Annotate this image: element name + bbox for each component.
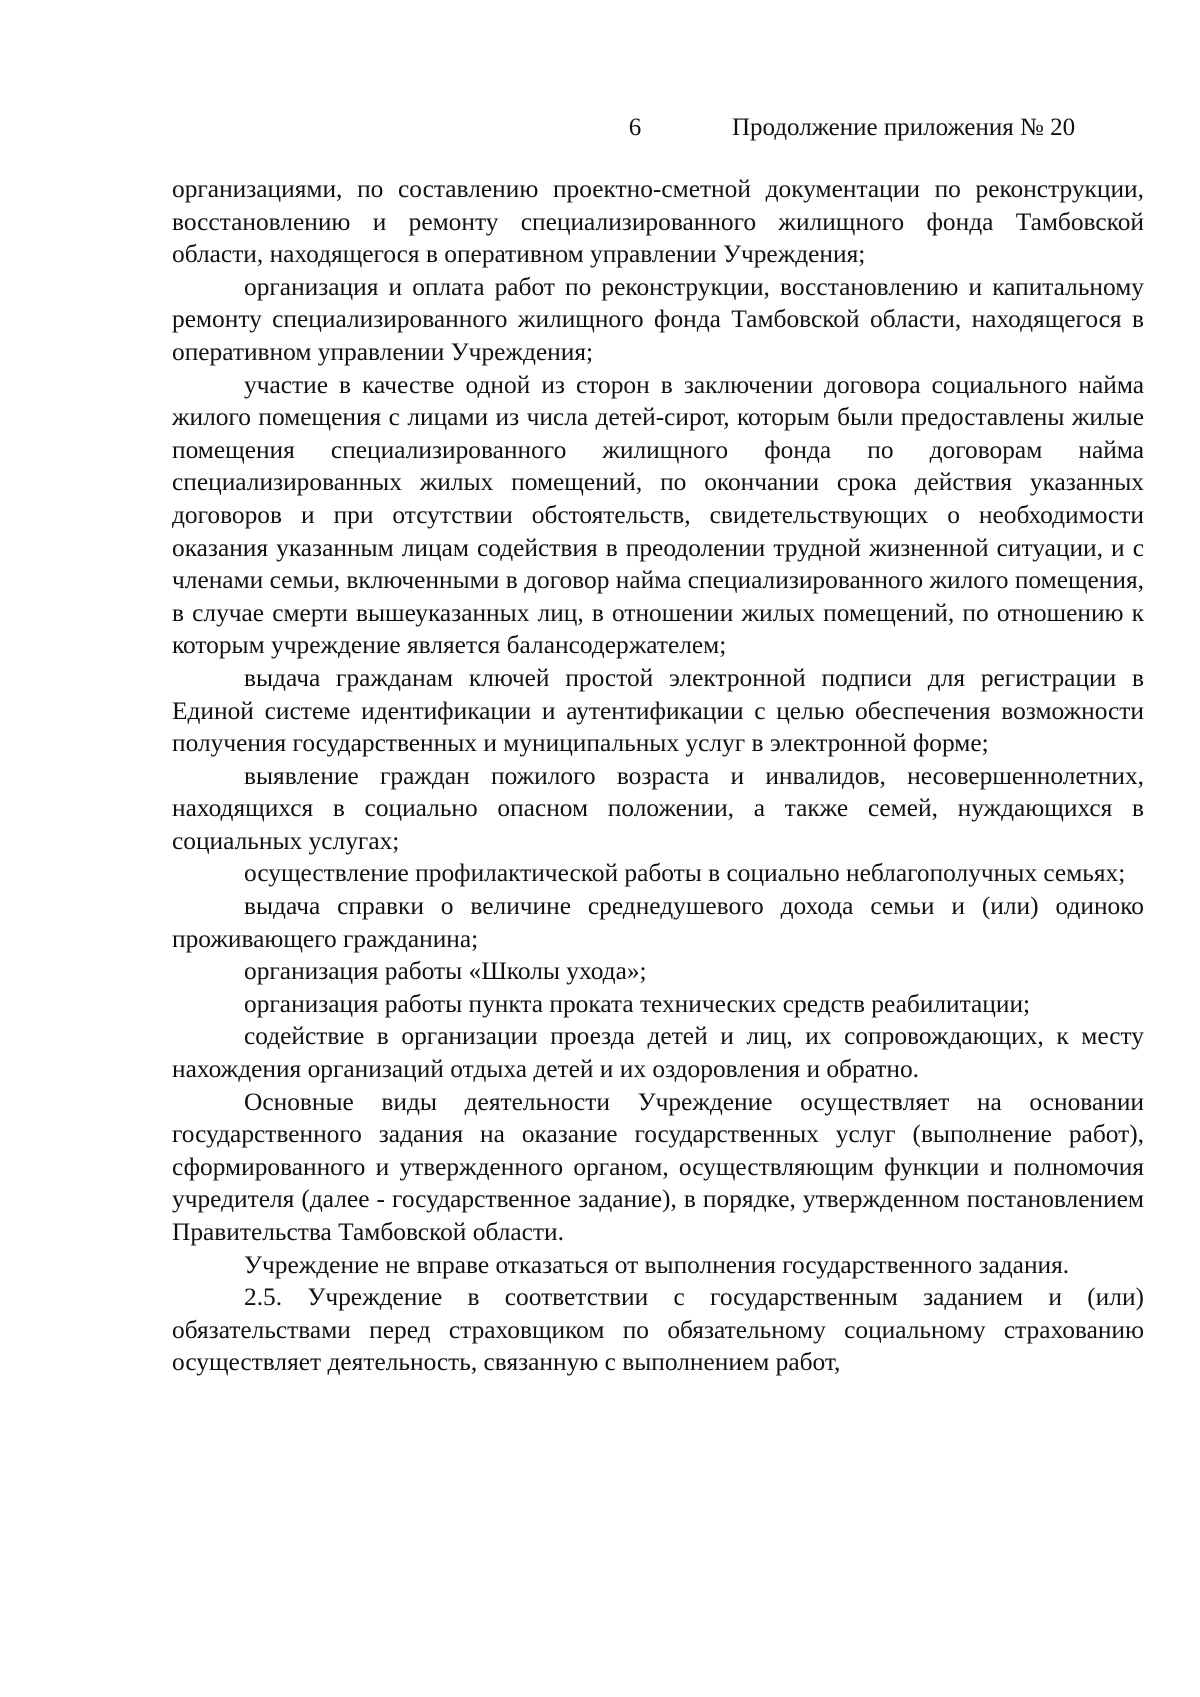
paragraph-no-refusal: Учреждение не вправе отказаться от выполнения государственного задания. xyxy=(244,1250,1070,1279)
paragraph-electronic-signature: выдача гражданам ключей простой электронной подписи для регистрации в Единой системе идентификации и аутентификации с целью обеспечения возможности получения государственных и муниципальных услуг в электронной форме; xyxy=(172,663,1144,758)
paragraph-state-assignment: Основные виды деятельности Учреждение осуществляет на основании государственного задания на оказание государственных услуг (выполнение работ), сформированного и утвержденного органом, осуществляющим функции и полномочия учредителя (далее - государственное задание), в порядке, утвержденном постановлением Правительства Тамбовской области. xyxy=(172,1087,1144,1246)
paragraph-identification-citizens: выявление граждан пожилого возраста и инвалидов, несовершеннолетних, находящихся в социально опасном положении, а также семей, нуждающихся в социальных услугах; xyxy=(172,761,1144,855)
page-number: 6 xyxy=(628,114,642,141)
paragraph-income-certificate: выдача справки о величине среднедушевого дохода семьи и (или) одиноко проживающего гражданина; xyxy=(172,892,1144,953)
paragraph-reconstruction-works: организация и оплата работ по реконструкции, восстановлению и капитальному ремонту специализированного жилищного фонда Тамбовской области, находящегося в оперативном управлении Учреждения; xyxy=(172,272,1144,366)
paragraph-preventive-work: осуществление профилактической работы в социально неблагополучных семьях; xyxy=(244,859,1126,888)
document-body xyxy=(172,173,1144,1379)
paragraph-children-travel: содействие в организации проезда детей и лиц, их сопровождающих, к месту нахождения организаций отдыха детей и их оздоровления и обратно. xyxy=(172,1022,1144,1084)
paragraph-social-tenancy: участие в качестве одной из сторон в заключении договора социального найма жилого помещения с лицами из числа детей-сирот, которым были предоставлены жилые помещения специализированного жилищного фонда по договорам найма специализированных жилых помещений, по окончании срока действия указанных договоров и при отсутствии обстоятельств, свидетельствующих о необходимости оказания указанным лицам содействия в преодолении трудной жизненной ситуации, и с членами семьи, включенными в договор найма специализированного жилого помещения, в случае смерти вышеуказанных лиц, в отношении жилых помещений, по отношению к которым учреждение является балансодержателем; xyxy=(172,370,1144,660)
paragraph-continued: организациями, по составлению проектно-сметной документации по реконструкции, восстановлению и ремонту специализированного жилищного фонда Тамбовской области, находящегося в оперативном управлении Учреждения; xyxy=(172,175,1144,269)
paragraph-section-2-5: 2.5. Учреждение в соответствии с государственным заданием и (или) обязательствами перед страховщиком по обязательному социальному страхованию осуществляет деятельность, связанную с выполнением работ, xyxy=(172,1283,1144,1377)
paragraph-care-school: организация работы «Школы ухода»; xyxy=(244,957,647,986)
page-header xyxy=(0,114,1200,148)
paragraph-rental-point: организация работы пункта проката технических средств реабилитации; xyxy=(244,989,1031,1018)
appendix-continuation-label: Продолжение приложения № 20 xyxy=(732,114,1076,141)
